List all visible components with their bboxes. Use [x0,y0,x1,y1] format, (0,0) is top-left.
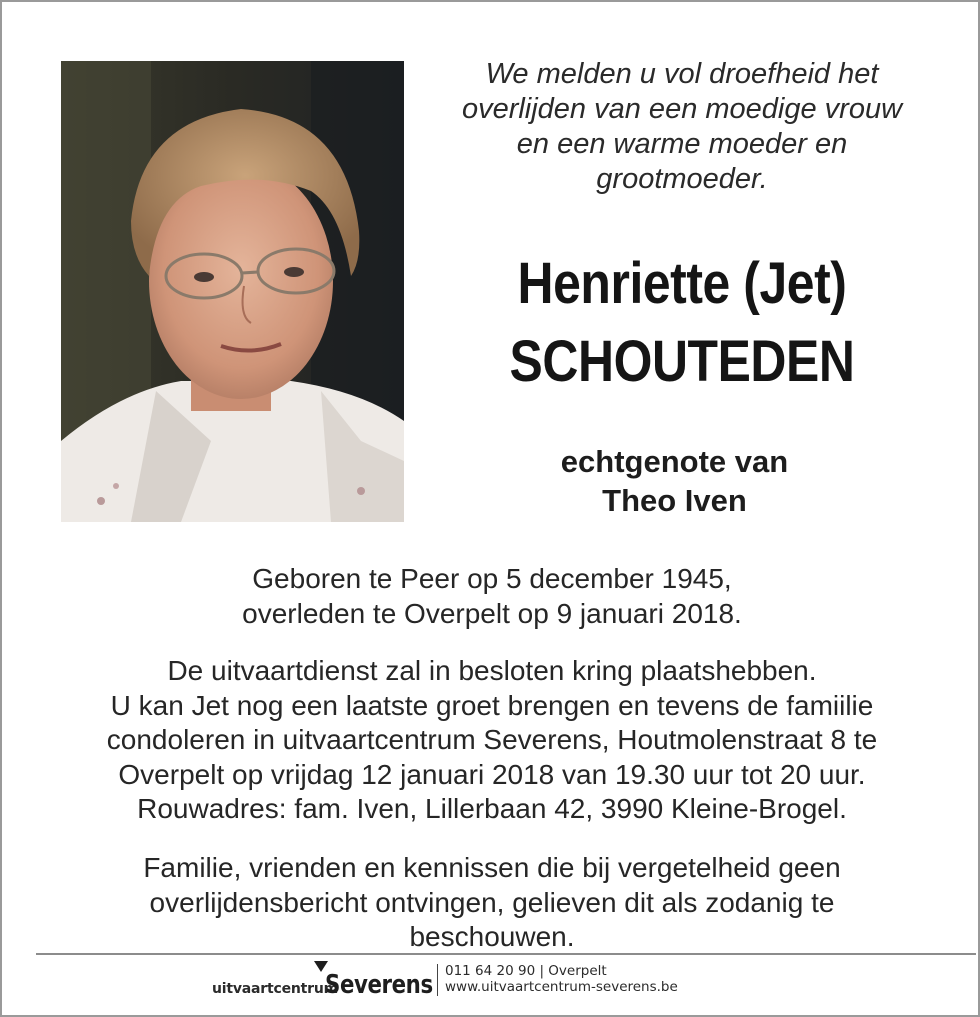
service-line: Overpelt op vrijdag 12 januari 2018 van 19.30 uur tot 20 uur. [118,758,866,790]
phone-line: 011 64 20 90 | Overpelt [445,963,607,979]
intro-line: en een warme moeder en [516,128,848,160]
portrait-photo [61,61,404,522]
spouse-block [422,442,927,520]
service-line: U kan Jet nog een laatste groet brengen en tevens de famiilie [110,689,874,721]
intro-text [422,57,942,197]
notice-paragraph [42,851,942,955]
notice-line: overlijdensbericht ontvingen, gelieven dit als zodanig te [149,886,835,918]
service-line: Rouwadres: fam. Iven, Lillerbaan 42, 3990 Kleine-Brogel. [137,793,847,824]
intro-line: grootmoeder. [596,163,768,195]
contact-info [445,963,678,995]
footer [2,960,978,1000]
last-name: SCHOUTEDEN [509,329,855,394]
footer-divider [36,953,976,955]
footer-vertical-divider [437,964,438,996]
notice-line: Familie, vrienden en kennissen die bij vergetelheid geen [143,852,841,883]
dates-paragraph [42,562,942,631]
service-line: De uitvaartdienst zal in besloten kring plaatshebben. [167,655,817,686]
intro-line: overlijden van een moedige vrouw [461,93,903,125]
relation-label: echtgenote van [560,444,789,479]
service-line: condoleren in uitvaartcentrum Severens, Houtmolenstraat 8 te [106,724,878,755]
brand-name: Severens [325,970,433,1000]
spouse-name: Theo Iven [602,483,747,518]
notice-line: beschouwen. [409,921,575,952]
first-name: Henriette (Jet) [517,251,847,316]
brand-prefix: uitvaartcentrum [212,981,338,997]
deceased-name [458,245,905,401]
website-link[interactable]: www.uitvaartcentrum-severens.be [445,979,678,995]
intro-line: We melden u vol droefheid het [485,58,879,90]
service-paragraph [42,654,942,827]
dates-line: overleden te Overpelt op 9 januari 2018. [242,597,742,629]
dates-line: Geboren te Peer op 5 december 1945, [252,563,732,594]
